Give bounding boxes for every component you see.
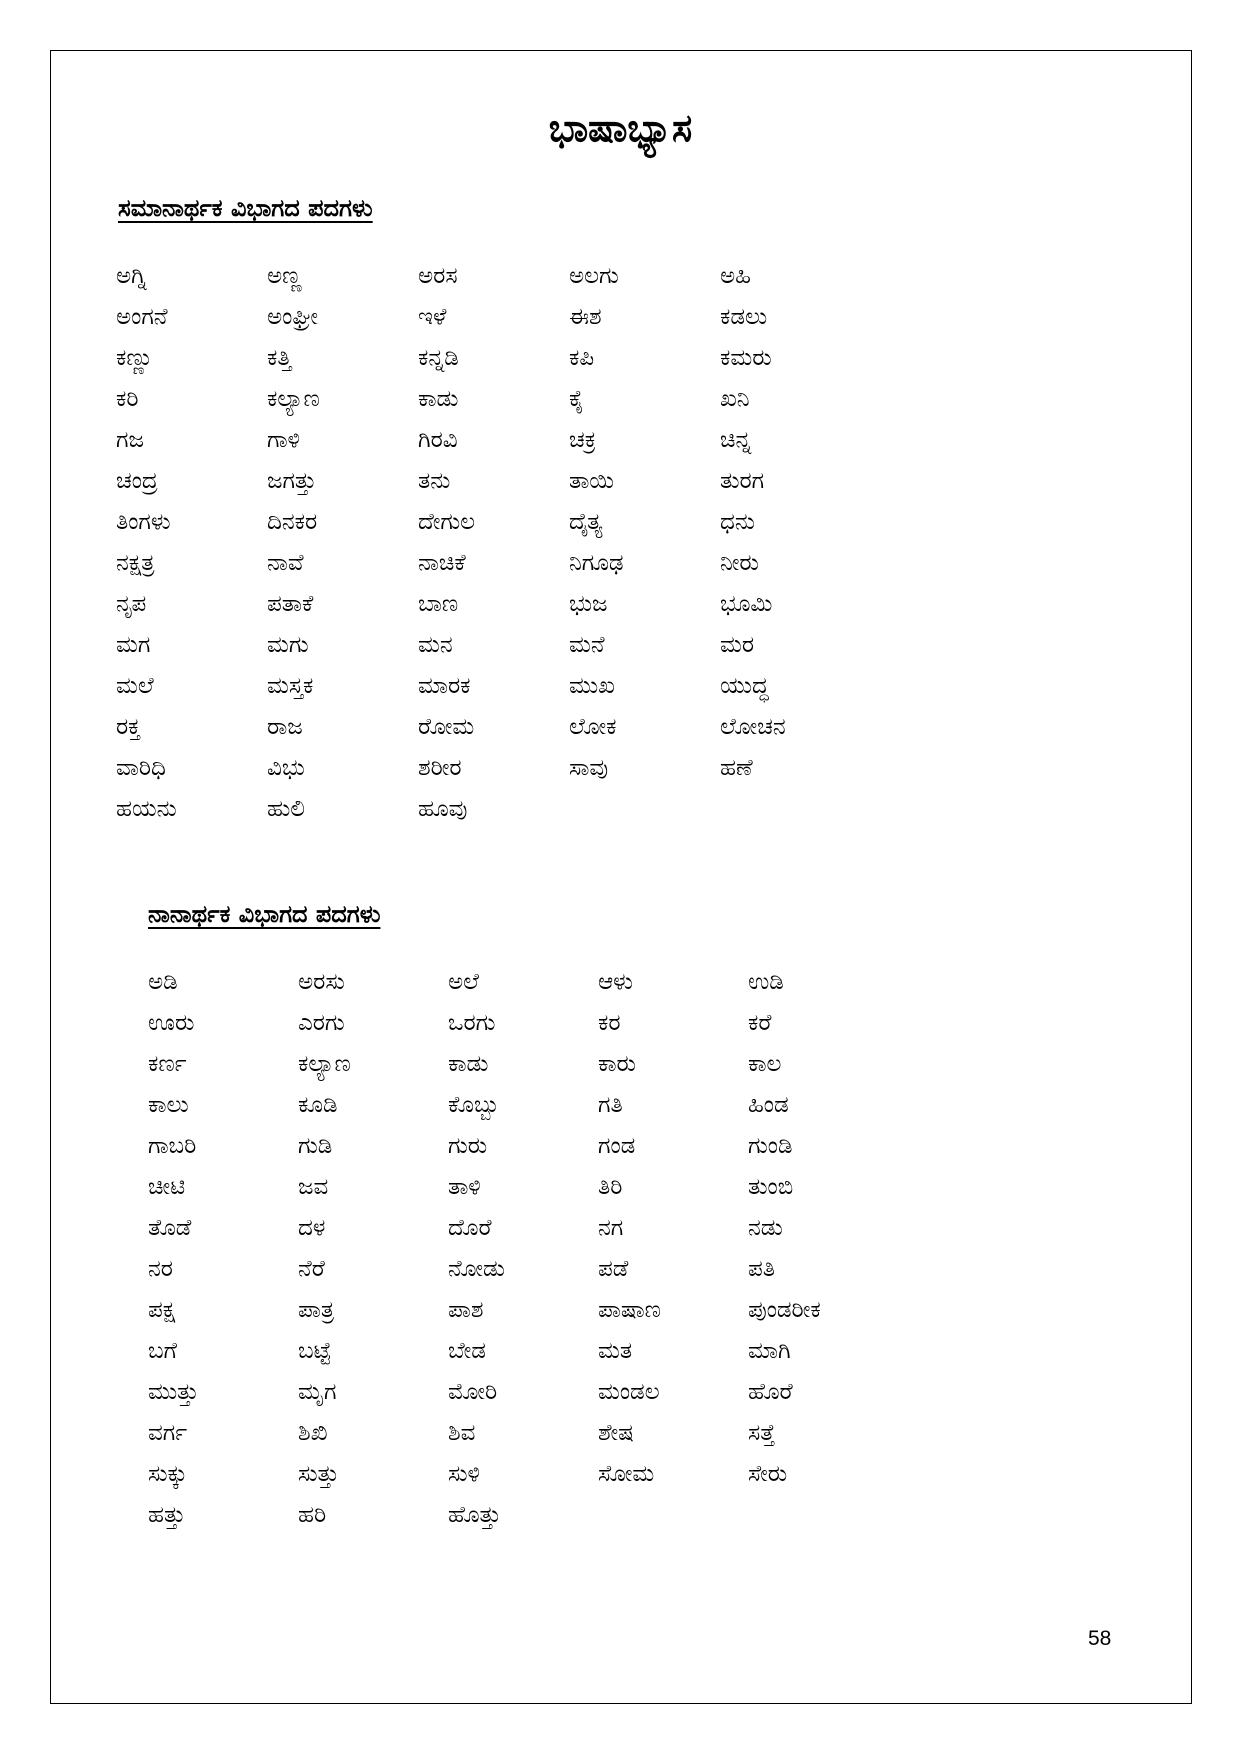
page-number: 58 [1088, 1627, 1112, 1650]
synonyms-word-grid [116, 256, 871, 830]
word-item: ಚಂದ್ರ [116, 468, 158, 494]
word-item: ಮುತ್ತು [148, 1379, 199, 1405]
word-item: ಲೋಕ [569, 714, 617, 740]
word-item: ಬಗೆ [148, 1338, 177, 1364]
word-item: ಪತಾಕೆ [267, 591, 314, 617]
word-item: ತುರಗ [720, 468, 765, 494]
word-item: ಶೇಷ [598, 1420, 634, 1446]
word-item: ತಿರಿ [598, 1174, 623, 1200]
word-item: ಗತಿ [598, 1092, 623, 1118]
word-item: ಮಂಡಲ [598, 1379, 660, 1405]
word-item: ಬೇಡ [448, 1338, 486, 1364]
word-item: ಅಡಿ [148, 969, 178, 995]
word-item: ಹಿಂಡ [748, 1092, 789, 1118]
word-item: ಕಪಿ [569, 345, 595, 371]
word-item: ತಿಂಗಳು [116, 509, 171, 535]
word-item: ನೆರೆ [298, 1256, 325, 1282]
word-item: ಒರಗು [448, 1010, 496, 1036]
word-item: ವಿಭು [267, 755, 305, 781]
word-item: ಅಲೆ [448, 969, 479, 995]
word-item: ಭುಜ [569, 591, 608, 617]
empty-cell [598, 1495, 748, 1536]
word-item: ಕನ್ನಡಿ [418, 345, 459, 371]
word-item: ಕೊಬ್ಬು [448, 1092, 500, 1118]
word-item: ಕಾಡು [418, 386, 459, 412]
word-item: ಪತಿ [748, 1256, 775, 1282]
word-item: ಕಡಲು [720, 304, 768, 330]
word-item: ಸಾವು [569, 755, 609, 781]
empty-cell [720, 789, 871, 830]
word-item: ಕಲ್ಯಾಣ [298, 1051, 351, 1077]
word-item: ರೋಮ [418, 714, 475, 740]
word-item: ಗಿರವಿ [418, 427, 458, 453]
word-item: ಇಳೆ [418, 304, 447, 330]
word-item: ಅರಸು [298, 969, 345, 995]
word-item: ತೊಡೆ [148, 1215, 192, 1241]
word-item: ಖನಿ [720, 386, 750, 412]
word-item: ನಡು [748, 1215, 783, 1241]
word-item: ಕರಿ [116, 386, 139, 412]
word-item: ಕರೆ [748, 1010, 772, 1036]
word-item: ಉಡಿ [748, 969, 784, 995]
word-item: ಅಲಗು [569, 263, 619, 289]
word-item: ಮುಖ [569, 673, 615, 699]
word-item: ಮತ [598, 1338, 633, 1364]
word-item: ನಕ್ಷತ್ರ [116, 550, 155, 576]
word-item: ಯುದ್ಧ [720, 673, 769, 699]
section-heading-synonyms: ಸಮಾನಾರ್ಥಕ ವಿಭಾಗದ ಪದಗಳು [118, 194, 373, 222]
word-item: ರಕ್ತ [116, 714, 141, 740]
word-item: ಪಾತ್ರ [298, 1297, 335, 1323]
word-item: ಸುಕ್ಕು [148, 1461, 188, 1487]
word-item: ನಾಚಿಕೆ [418, 550, 466, 576]
word-item: ಧನು [720, 509, 755, 535]
word-item: ನಗ [598, 1215, 624, 1241]
word-item: ಹತ್ತು [148, 1502, 186, 1528]
word-item: ಅಂಗನೆ [116, 304, 168, 330]
word-item: ಲೋಚನ [720, 714, 786, 740]
word-item: ಬಾಣ [418, 591, 459, 617]
section-heading-homonyms: ನಾನಾರ್ಥಕ ವಿಭಾಗದ ಪದಗಳು [148, 900, 381, 928]
word-item: ಪಡೆ [598, 1256, 629, 1282]
word-item: ನಿಗೂಢ [569, 550, 624, 576]
word-item: ಪಾಷಾಣ [598, 1297, 661, 1323]
word-item: ತುಂಬಿ [748, 1174, 794, 1200]
word-item: ಸೇರು [748, 1461, 788, 1487]
word-item: ಕಾಲು [148, 1092, 189, 1118]
word-item: ತನು [418, 468, 451, 494]
word-item: ಬಟ್ಟೆ [298, 1338, 332, 1364]
word-item: ಮೋರಿ [448, 1379, 498, 1405]
word-item: ಅಗ್ನಿ [116, 263, 147, 289]
word-item: ದಿನಕರ [267, 509, 318, 535]
empty-cell [748, 1495, 898, 1536]
word-item: ರಾಜ [267, 714, 303, 740]
word-item: ಹೂವು [418, 796, 468, 822]
word-item: ಭೂಮಿ [720, 591, 773, 617]
word-item: ಮಾಗಿ [748, 1338, 791, 1364]
word-item: ನರ [148, 1256, 173, 1282]
word-item: ಮೃಗ [298, 1379, 337, 1405]
word-item: ದೈತ್ಯ [569, 509, 603, 535]
word-item: ಗುರು [448, 1133, 488, 1159]
word-item: ಗುಂಡಿ [748, 1133, 793, 1159]
word-item: ಪಾಶ [448, 1297, 484, 1323]
word-item: ಗಂಡ [598, 1133, 636, 1159]
word-item: ಹುಲಿ [267, 796, 305, 822]
word-item: ಕಲ್ಯಾಣ [267, 386, 320, 412]
word-item: ಅಹಿ [720, 263, 751, 289]
word-item: ಮಗ [116, 632, 151, 658]
word-item: ಹೊತ್ತು [448, 1502, 501, 1528]
word-item: ಸುತ್ತು [298, 1461, 339, 1487]
word-item: ಶರೀರ [418, 755, 462, 781]
word-item: ಜಗತ್ತು [267, 468, 317, 494]
word-item: ಈಶ [569, 304, 602, 330]
word-item: ತಾಯಿ [569, 468, 615, 494]
word-item: ವರ್ಗ [148, 1420, 188, 1446]
homonyms-word-grid [148, 962, 898, 1536]
word-item: ಗಾಳಿ [267, 427, 301, 453]
word-item: ಜವ [298, 1174, 329, 1200]
word-item: ಮಾರಕ [418, 673, 471, 699]
word-item: ಗಜ [116, 427, 144, 453]
word-item: ನೀರು [720, 550, 759, 576]
word-item: ಎರಗು [298, 1010, 345, 1036]
word-item: ಪುಂಡರೀಕ [748, 1297, 821, 1323]
word-item: ಮಲೆ [116, 673, 154, 699]
word-item: ಚೀಟಿ [148, 1174, 186, 1200]
word-item: ಕೂಡಿ [298, 1092, 338, 1118]
word-item: ಕಾಲ [748, 1051, 782, 1077]
word-item: ದಳ [298, 1215, 326, 1241]
word-item: ಕಣ್ಣು [116, 345, 154, 371]
word-item: ಊರು [148, 1010, 195, 1036]
word-item: ನೋಡು [448, 1256, 505, 1282]
word-item: ಮನೆ [569, 632, 605, 658]
word-item: ಕಮರು [720, 345, 772, 371]
word-item: ವಾರಿಧಿ [116, 755, 166, 781]
word-item: ಚಿನ್ನ [720, 427, 752, 453]
word-item: ಅರಸ [418, 263, 458, 289]
word-item: ಚಕ್ರ [569, 427, 597, 453]
word-item: ಹಯನು [116, 796, 177, 822]
word-item: ತಾಳಿ [448, 1174, 481, 1200]
word-item: ಸೋಮ [598, 1461, 655, 1487]
word-item: ಸುಳಿ [448, 1461, 481, 1487]
word-item: ಹರಿ [298, 1502, 327, 1528]
word-item: ಸತ್ತೆ [748, 1420, 776, 1446]
word-item: ಶಿವ [448, 1420, 476, 1446]
word-item: ದೊರೆ [448, 1215, 492, 1241]
word-item: ಪಕ್ಷ [148, 1297, 176, 1323]
word-item: ಶಿಖಿ [298, 1420, 328, 1446]
word-item: ಮಗು [267, 632, 309, 658]
word-item: ಕತ್ತಿ [267, 345, 292, 371]
word-item: ಆಳು [598, 969, 633, 995]
word-item: ಮಸ್ತಕ [267, 673, 314, 699]
word-item: ಅಂಘ್ರೀ [267, 304, 319, 330]
word-item: ಮರ [720, 632, 755, 658]
word-item: ಕರ [598, 1010, 621, 1036]
word-item: ಹಣೆ [720, 755, 753, 781]
word-item: ಕಾರು [598, 1051, 636, 1077]
word-item: ಗುಡಿ [298, 1133, 333, 1159]
word-item: ದೇಗುಲ [418, 509, 476, 535]
word-item: ನಾವೆ [267, 550, 304, 576]
word-item: ಕಾಡು [448, 1051, 489, 1077]
word-item: ಗಾಬರಿ [148, 1133, 197, 1159]
word-item: ಕರ್ಣ [148, 1051, 187, 1077]
word-item: ನೃಪ [116, 591, 147, 617]
page-title: ಭಾಷಾಭ್ಯಾಸ [548, 106, 693, 150]
word-item: ಅಣ್ಣ [267, 263, 302, 289]
word-item: ಹೊರೆ [748, 1379, 793, 1405]
word-item: ಮನ [418, 632, 453, 658]
word-item: ಕೈ [569, 386, 585, 412]
empty-cell [569, 789, 720, 830]
